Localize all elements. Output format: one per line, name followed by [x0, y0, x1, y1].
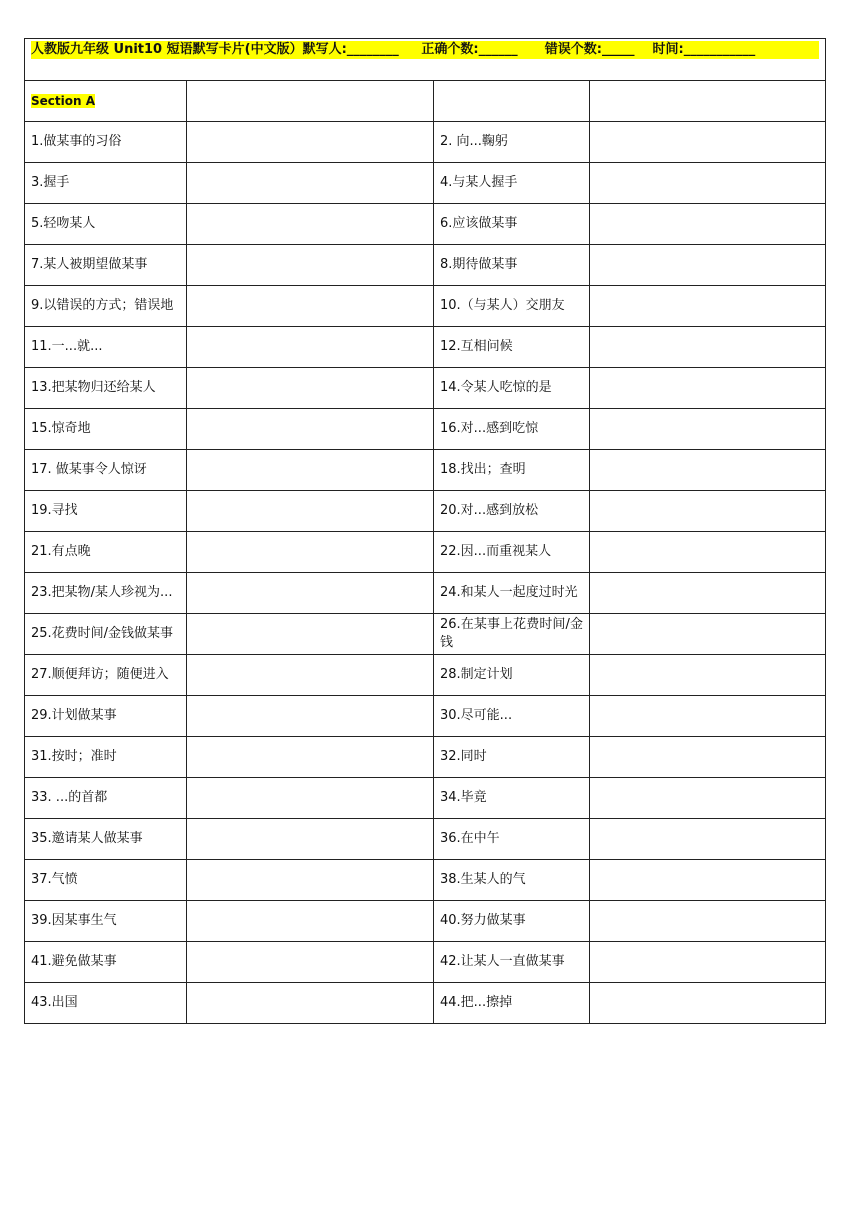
- answer-cell[interactable]: [590, 122, 826, 163]
- answer-cell[interactable]: [590, 573, 826, 614]
- answer-cell[interactable]: [590, 901, 826, 942]
- answer-cell[interactable]: [187, 450, 434, 491]
- prompt-cell: 12.互相问候: [434, 327, 590, 368]
- prompt-cell: 5.轻吻某人: [25, 204, 187, 245]
- answer-cell[interactable]: [187, 286, 434, 327]
- answer-cell[interactable]: [187, 614, 434, 655]
- answer-cell[interactable]: [187, 368, 434, 409]
- prompt-cell: 37.气愤: [25, 860, 187, 901]
- answer-cell[interactable]: [187, 696, 434, 737]
- table-row: [25, 614, 826, 655]
- prompt-cell: 43.出国: [25, 983, 187, 1024]
- prompt-cell: 40.努力做某事: [434, 901, 590, 942]
- table-row: [25, 286, 826, 327]
- table-row: [25, 942, 826, 983]
- prompt-cell: 13.把某物归还给某人: [25, 368, 187, 409]
- table-row: [25, 532, 826, 573]
- title-cell: [25, 39, 826, 81]
- prompt-cell: 1.做某事的习俗: [25, 122, 187, 163]
- table-row: [25, 327, 826, 368]
- prompt-cell: 31.按时；准时: [25, 737, 187, 778]
- prompt-cell: 18.找出；查明: [434, 450, 590, 491]
- answer-cell[interactable]: [187, 409, 434, 450]
- table-row: [25, 245, 826, 286]
- answer-cell[interactable]: [590, 245, 826, 286]
- answer-cell[interactable]: [590, 163, 826, 204]
- answer-cell[interactable]: [590, 778, 826, 819]
- answer-cell[interactable]: [187, 737, 434, 778]
- prompt-cell: 7.某人被期望做某事: [25, 245, 187, 286]
- table-row: [25, 901, 826, 942]
- table-row: [25, 655, 826, 696]
- table-row: [25, 819, 826, 860]
- prompt-cell: 32.同时: [434, 737, 590, 778]
- prompt-cell: 19.寻找: [25, 491, 187, 532]
- answer-cell[interactable]: [590, 327, 826, 368]
- prompt-cell: 3.握手: [25, 163, 187, 204]
- prompt-cell: 28.制定计划: [434, 655, 590, 696]
- answer-cell[interactable]: [187, 819, 434, 860]
- answer-cell[interactable]: [590, 532, 826, 573]
- prompt-cell: 2. 向...鞠躬: [434, 122, 590, 163]
- answer-cell[interactable]: [187, 901, 434, 942]
- table-row: [25, 450, 826, 491]
- prompt-cell: 30.尽可能...: [434, 696, 590, 737]
- answer-cell[interactable]: [590, 819, 826, 860]
- answer-cell[interactable]: [187, 860, 434, 901]
- prompt-cell: 20.对...感到放松: [434, 491, 590, 532]
- answer-cell[interactable]: [187, 327, 434, 368]
- prompt-cell: 11.一...就...: [25, 327, 187, 368]
- answer-cell[interactable]: [590, 450, 826, 491]
- answer-cell[interactable]: [590, 655, 826, 696]
- prompt-cell: 9.以错误的方式；错误地: [25, 286, 187, 327]
- table-row: [25, 368, 826, 409]
- sheet-title: 人教版九年级 Unit10 短语默写卡片(中文版）默写人:________ 正确个数:______ 错误个数:_____ 时间:___________: [31, 41, 819, 59]
- prompt-cell: 16.对...感到吃惊: [434, 409, 590, 450]
- prompt-cell: 10.（与某人）交朋友: [434, 286, 590, 327]
- prompt-cell: 44.把...擦掉: [434, 983, 590, 1024]
- answer-cell[interactable]: [590, 368, 826, 409]
- prompt-cell: 39.因某事生气: [25, 901, 187, 942]
- answer-cell[interactable]: [590, 491, 826, 532]
- table-row: [25, 778, 826, 819]
- section-label: Section A: [31, 93, 95, 108]
- answer-cell[interactable]: [590, 286, 826, 327]
- prompt-cell: 15.惊奇地: [25, 409, 187, 450]
- answer-cell[interactable]: [187, 491, 434, 532]
- answer-cell[interactable]: [187, 245, 434, 286]
- prompt-cell: 24.和某人一起度过时光: [434, 573, 590, 614]
- prompt-cell: 38.生某人的气: [434, 860, 590, 901]
- answer-cell[interactable]: [187, 655, 434, 696]
- table-row: [25, 409, 826, 450]
- answer-cell[interactable]: [590, 983, 826, 1024]
- prompt-cell: 23.把某物/某人珍视为...: [25, 573, 187, 614]
- prompt-cell: 6.应该做某事: [434, 204, 590, 245]
- prompt-cell: 36.在中午: [434, 819, 590, 860]
- table-row: [25, 573, 826, 614]
- answer-cell[interactable]: [590, 942, 826, 983]
- prompt-cell: 35.邀请某人做某事: [25, 819, 187, 860]
- prompt-cell: 14.令某人吃惊的是: [434, 368, 590, 409]
- table-row: [25, 491, 826, 532]
- answer-cell[interactable]: [590, 696, 826, 737]
- answer-cell[interactable]: [590, 614, 826, 655]
- title-row: [25, 39, 826, 81]
- prompt-cell: 4.与某人握手: [434, 163, 590, 204]
- answer-cell[interactable]: [187, 778, 434, 819]
- section-row: [25, 81, 826, 122]
- table-row: [25, 737, 826, 778]
- prompt-cell: 41.避免做某事: [25, 942, 187, 983]
- prompt-cell: 27.顺便拜访；随便进入: [25, 655, 187, 696]
- table-row: [25, 163, 826, 204]
- table-row: [25, 696, 826, 737]
- table-row: [25, 860, 826, 901]
- answer-cell[interactable]: [590, 860, 826, 901]
- answer-cell[interactable]: [187, 532, 434, 573]
- prompt-cell: 33. ...的首都: [25, 778, 187, 819]
- prompt-cell: 8.期待做某事: [434, 245, 590, 286]
- answer-cell[interactable]: [187, 942, 434, 983]
- prompt-cell: 21.有点晚: [25, 532, 187, 573]
- table-row: [25, 122, 826, 163]
- answer-cell[interactable]: [187, 81, 434, 122]
- prompt-cell: [434, 81, 590, 122]
- table-row: [25, 204, 826, 245]
- section-cell: [25, 81, 187, 122]
- prompt-cell: 42.让某人一直做某事: [434, 942, 590, 983]
- answer-cell[interactable]: [187, 122, 434, 163]
- prompt-cell: 22.因...而重视某人: [434, 532, 590, 573]
- answer-cell[interactable]: [590, 737, 826, 778]
- answer-cell[interactable]: [187, 573, 434, 614]
- answer-cell[interactable]: [187, 204, 434, 245]
- table-row: [25, 983, 826, 1024]
- prompt-cell: 29.计划做某事: [25, 696, 187, 737]
- dictation-table: [24, 38, 826, 1024]
- answer-cell[interactable]: [590, 409, 826, 450]
- answer-cell[interactable]: [590, 204, 826, 245]
- answer-cell[interactable]: [187, 983, 434, 1024]
- prompt-cell: 26.在某事上花费时间/金钱: [434, 614, 590, 655]
- prompt-cell: 17. 做某事令人惊讶: [25, 450, 187, 491]
- prompt-cell: 34.毕竟: [434, 778, 590, 819]
- answer-cell[interactable]: [187, 163, 434, 204]
- prompt-cell: 25.花费时间/金钱做某事: [25, 614, 187, 655]
- answer-cell[interactable]: [590, 81, 826, 122]
